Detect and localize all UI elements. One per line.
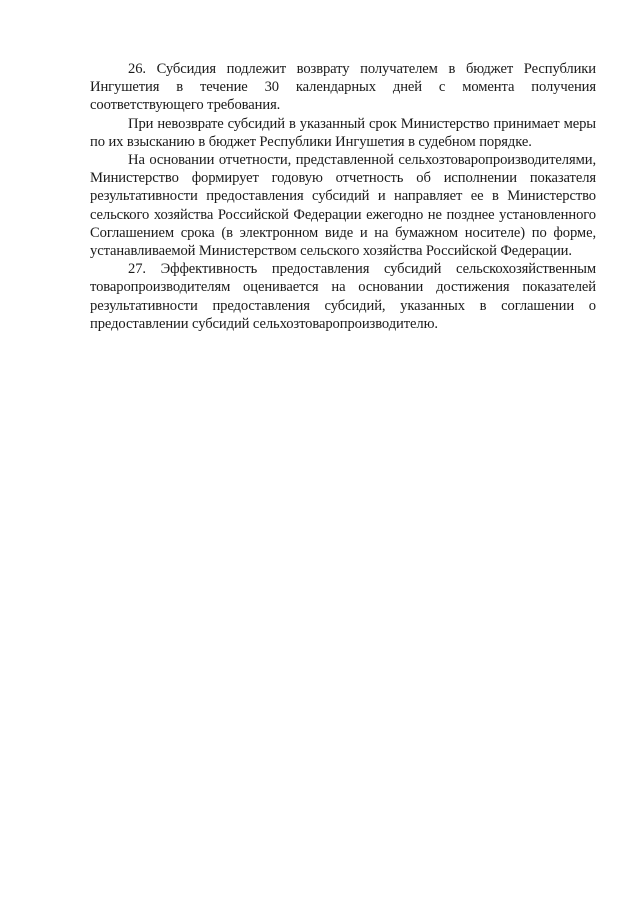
paragraph-subsidy-return: 26. Субсидия подлежит возврату получателем в бюджет Республики Ингушетия в течение 30 календарных дней с момента получения соответствующего требования. [90, 61, 596, 114]
document-body [90, 60, 596, 333]
paragraph-non-return-measures: При невозврате субсидий в указанный срок Министерство принимает меры по их взысканию в бюджет Республики Ингушетия в судебном порядке. [90, 115, 596, 150]
paragraph-subsidy-efficiency: 27. Эффективность предоставления субсидий сельскохозяйственным товаропроизводителям оценивается на основании достижения показателей результативности предоставления субсидий, указанных в соглашении о предоставлении субсидий сельхозтоваропроизводителю. [90, 261, 596, 332]
paragraph-annual-reporting: На основании отчетности, представленной сельхозтоваропроизводителями, Министерство формирует годовую отчетность об исполнении показателя результативности предоставления субсидий и направляет ее в Министерство сельского хозяйства Российской Федерации ежегодно не позднее установленного Соглашением срока (в электронном виде и на бумажном носителе) по форме, устанавливаемой Министерством сельского хозяйства Российской Федерации. [90, 152, 596, 260]
